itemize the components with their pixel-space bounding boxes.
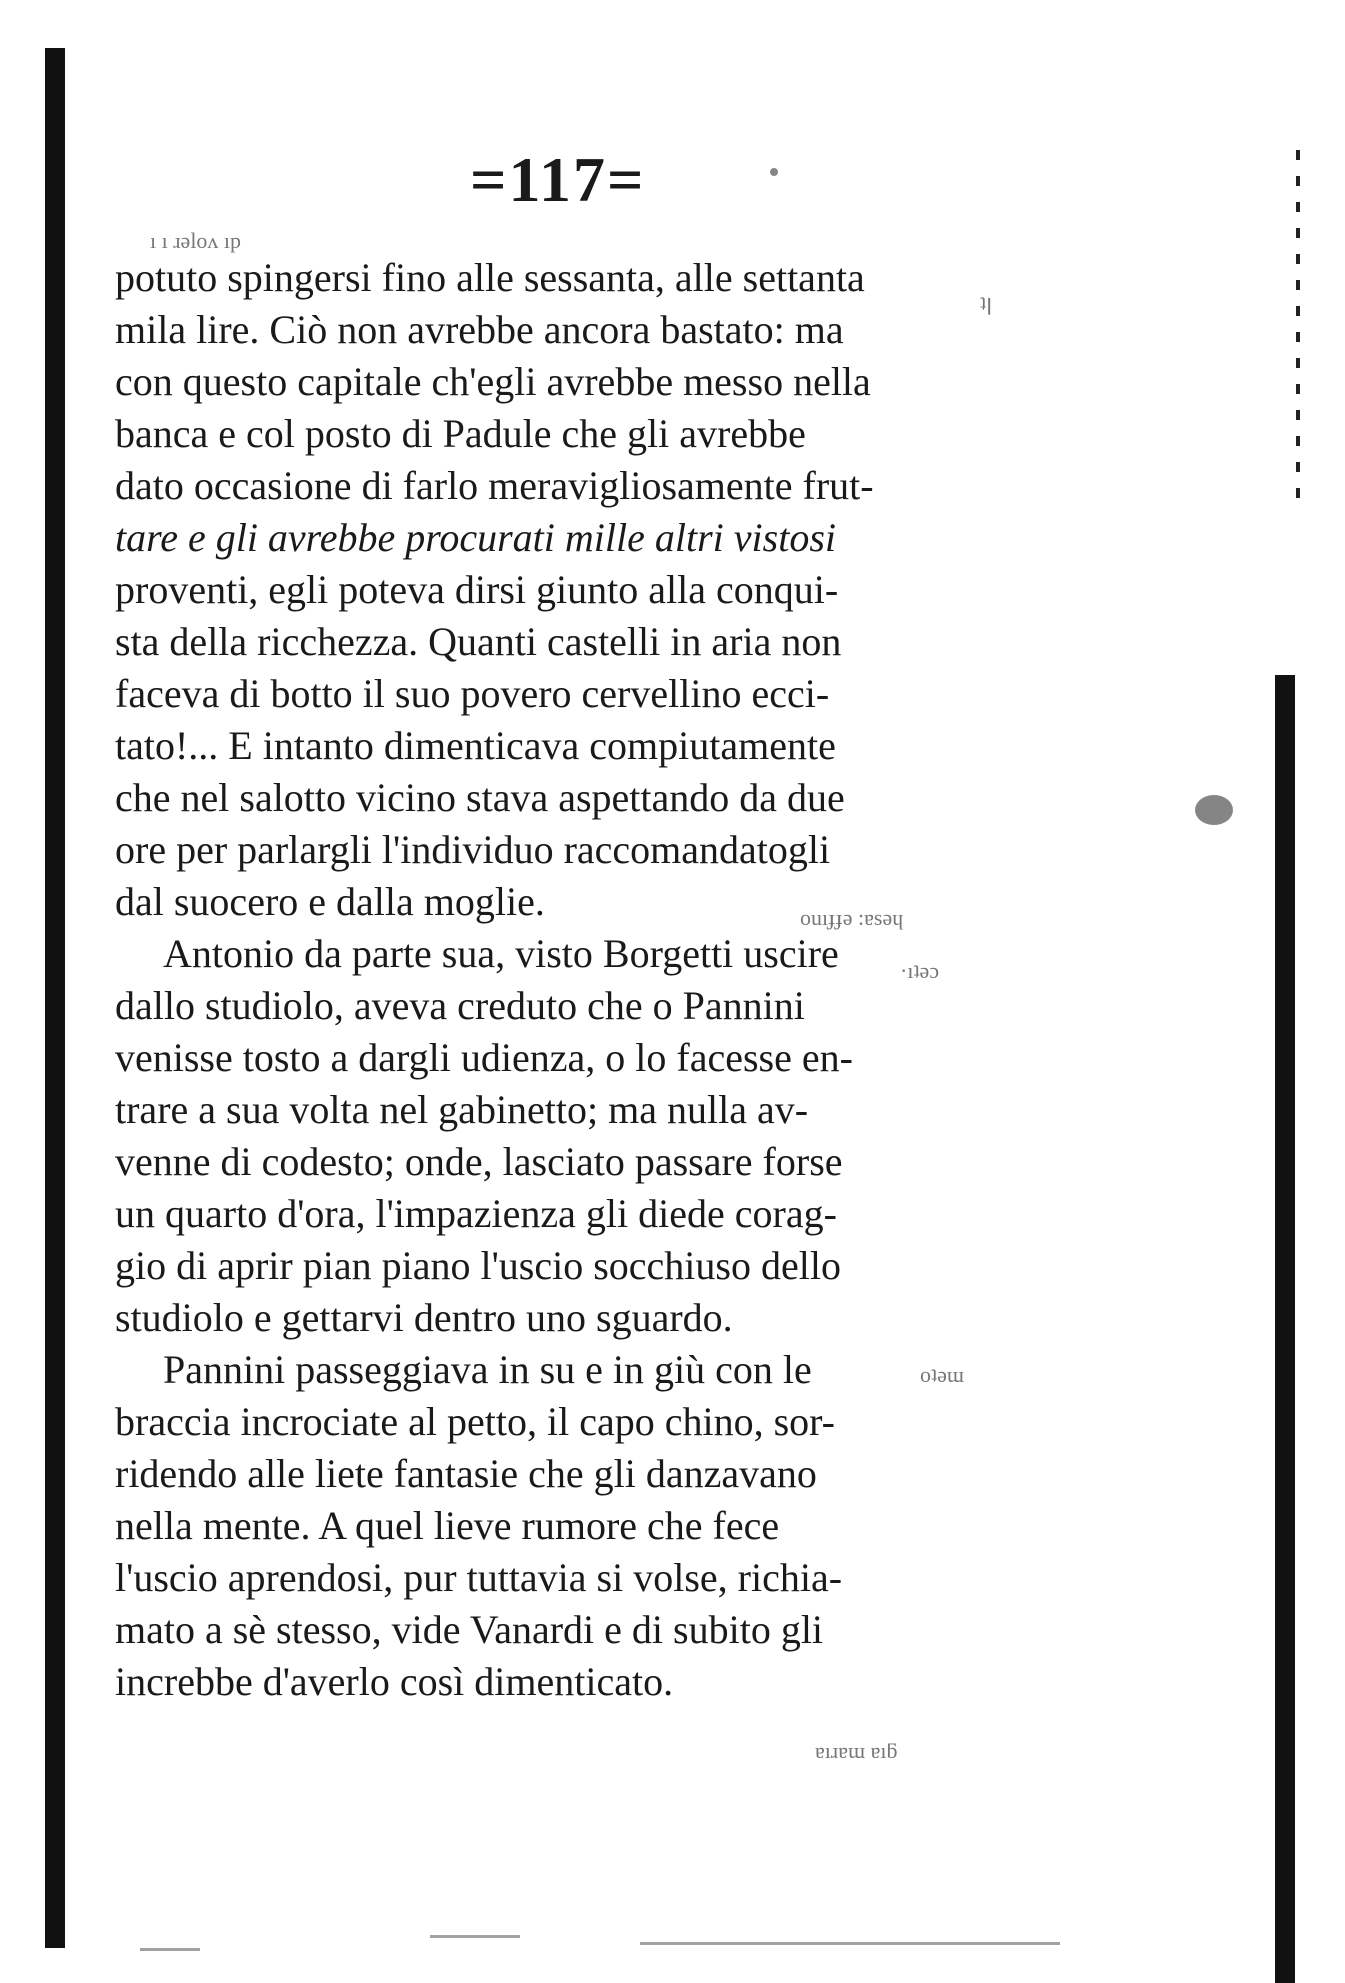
text-line: che nel salotto vicino stava aspettando da due — [115, 775, 845, 820]
bleed-through-text: ɐıɹɐɯ ɐıƃ — [815, 1738, 898, 1763]
bottom-scan-noise — [640, 1942, 1060, 1945]
left-scan-border — [45, 48, 65, 1948]
right-scan-edge-marks — [1296, 150, 1300, 510]
text-line: venne di codesto; onde, lasciato passare forse — [115, 1139, 843, 1184]
text-line: banca e col posto di Padule che gli avrebbe — [115, 411, 806, 456]
page-number: =117= — [470, 144, 646, 215]
text-line: venisse tosto a dargli udienza, o lo facesse en- — [115, 1035, 853, 1080]
bleed-through-text: ouıɟɟə :ɐsəɥ — [800, 905, 904, 930]
text-line: con questo capitale ch'egli avrebbe messo nella — [115, 359, 871, 404]
ink-smudge — [1195, 795, 1233, 825]
text-line: dal suocero e dalla moglie. — [115, 879, 545, 924]
text-line: Pannini passeggiava in su e in giù con le — [163, 1347, 812, 1392]
text-line: braccia incrociate al petto, il capo chino, sor- — [115, 1399, 835, 1444]
text-line: sta della ricchezza. Quanti castelli in aria non — [115, 619, 842, 664]
bottom-scan-noise — [140, 1948, 200, 1951]
text-line: proventi, egli poteva dirsi giunto alla conqui- — [115, 567, 839, 612]
text-line: studiolo e gettarvi dentro uno sguardo. — [115, 1295, 733, 1340]
text-line: dato occasione di farlo meravigliosamente frut- — [115, 463, 874, 508]
text-line: ridendo alle liete fantasie che gli danzavano — [115, 1451, 817, 1496]
bleed-through-text: oʇəɯ — [920, 1362, 964, 1387]
text-line: dallo studiolo, aveva creduto che o Pannini — [115, 983, 805, 1028]
text-line: tato!... E intanto dimenticava compiutamente — [115, 723, 836, 768]
text-line: Antonio da parte sua, visto Borgetti uscire — [163, 931, 839, 976]
bottom-scan-noise — [430, 1935, 520, 1938]
text-line: tare e gli avrebbe procurati mille altri vistosi — [115, 515, 837, 560]
bleed-through-text: ı ı ɹəloʌ ıp — [150, 228, 242, 253]
bleed-through-text: ʇꞁ — [980, 290, 993, 315]
text-line: ore per parlargli l'individuo raccomandatogli — [115, 827, 831, 872]
text-line: trare a sua volta nel gabinetto; ma nulla av- — [115, 1087, 809, 1132]
right-scan-border — [1275, 675, 1295, 1983]
body-text — [115, 252, 1015, 1708]
text-line: potuto spingersi fino alle sessanta, alle settanta — [115, 255, 865, 300]
text-line: l'uscio aprendosi, pur tuttavia si volse, richia- — [115, 1555, 843, 1600]
ink-speck — [770, 168, 778, 176]
text-line: increbbe d'averlo così dimenticato. — [115, 1659, 674, 1704]
text-line: un quarto d'ora, l'impazienza gli diede corag- — [115, 1191, 837, 1236]
text-line: faceva di botto il suo povero cervellino ecci- — [115, 671, 830, 716]
text-line: mato a sè stesso, vide Vanardi e di subito gli — [115, 1607, 824, 1652]
text-line: mila lire. Ciò non avrebbe ancora bastato: ma — [115, 307, 844, 352]
bleed-through-text: ·ıʇəɔ — [900, 958, 940, 983]
text-line: gio di aprir pian piano l'uscio socchiuso dello — [115, 1243, 841, 1288]
text-line: nella mente. A quel lieve rumore che fece — [115, 1503, 780, 1548]
